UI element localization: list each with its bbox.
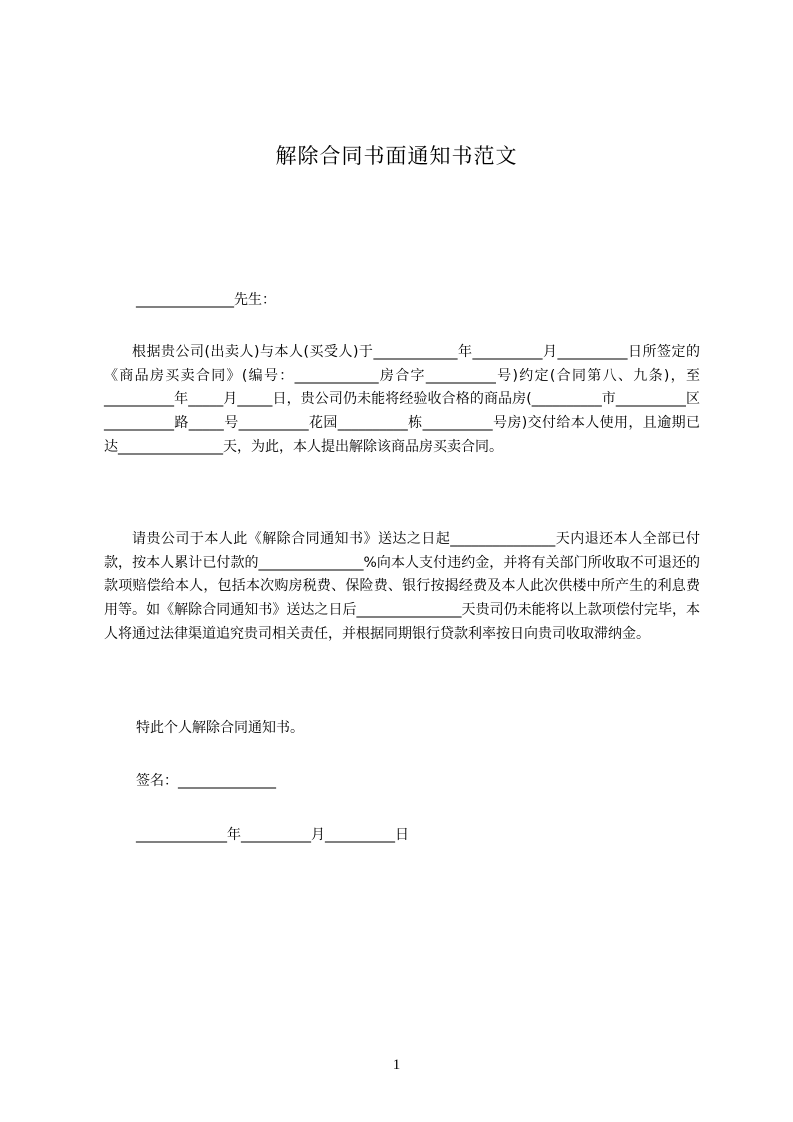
page-number: 1 — [392, 1057, 401, 1073]
signature-line: 签名：______________ — [136, 773, 276, 789]
salutation: ______________先生： — [136, 292, 276, 308]
closing-statement: 特此个人解除合同通知书。 — [136, 720, 304, 736]
paragraph-refund-request: 请贵公司于本人此《解除合同通知书》送达之日起_______________天内退还本人全部已付款，按本人累计已付款的_______________%向本人支付违约金，并将有关部门所收取不可退还的款项赔偿给本人，包括本次购房税费、保险费、银行按揭经费及本人此次供楼中所产生的利息费用等。如《解除合同通知书》送达之日后_______________天贵司仍未能将以上款项偿付完毕，本人将通过法律渠道追究贵司相关责任，并根据同期银行贷款利率按日向贵司收取滞纳金。 — [104, 531, 700, 642]
date-line: _____________年__________月__________日 — [136, 827, 409, 843]
paragraph-contract-details: 根据贵公司(出卖人)与本人(买受人)于____________年__________月__________日所签定的《商品房买卖合同》(编号：____________房合字__________号)约定(合同第八、九条)，至__________年_____月_____日，贵公司仍未能将经验收合格的商品房(__________市__________区__________路_____号__________花园__________栋__________号房)交付给本人使用，且逾期已达_______________天，为此，本人提出解除该商品房买卖合同。 — [104, 344, 700, 455]
document-title: 解除合同书面通知书范文 — [275, 144, 518, 168]
